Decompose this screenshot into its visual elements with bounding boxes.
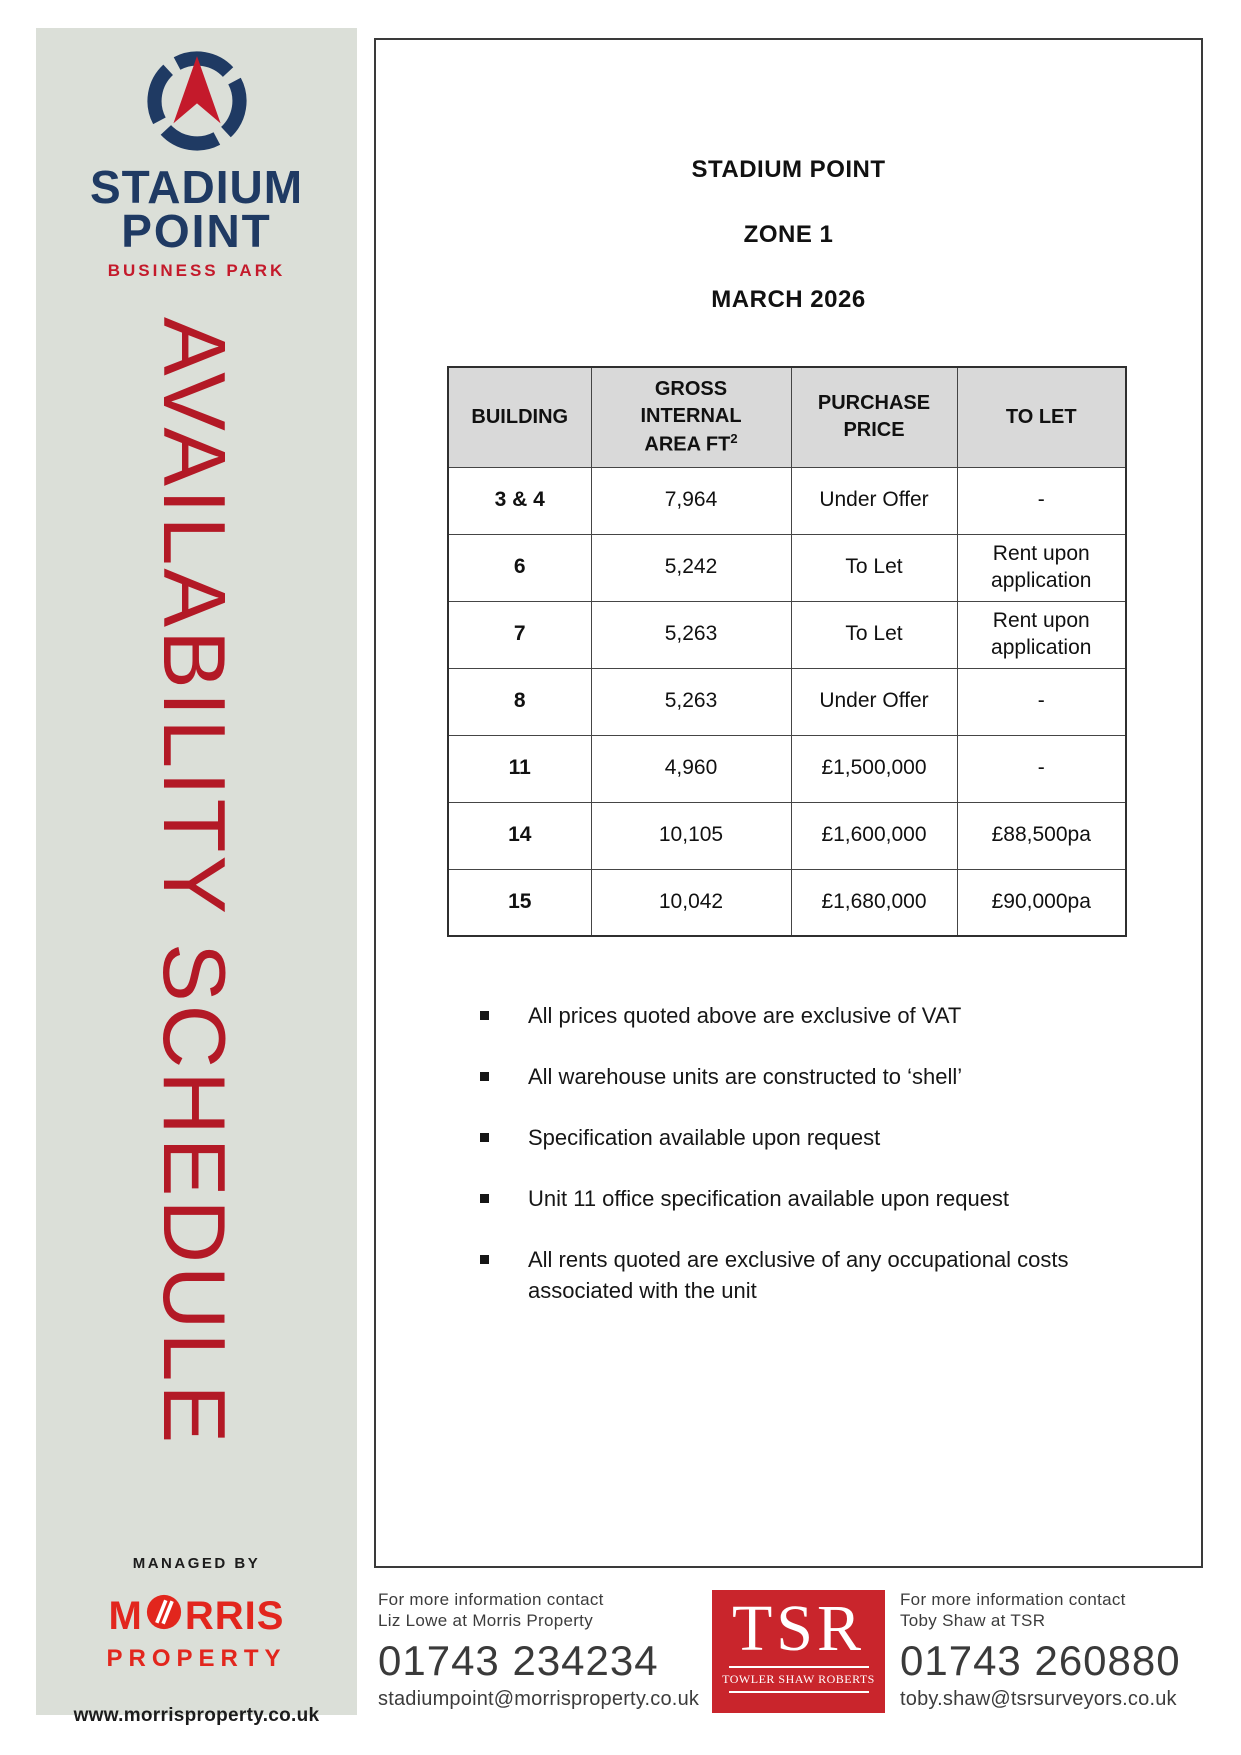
cell-to-let: - — [957, 668, 1126, 735]
bullet-square-icon — [480, 1133, 489, 1142]
cell-to-let: Rent upon application — [957, 534, 1126, 601]
availability-table — [447, 366, 1127, 937]
table-row — [448, 869, 1126, 936]
sidebar — [36, 28, 357, 1726]
cell-area: 10,105 — [591, 802, 791, 869]
morris-property-logo — [36, 1594, 357, 1727]
table-row — [448, 668, 1126, 735]
note-item: All warehouse units are constructed to ‘shell’ — [480, 1061, 1140, 1092]
bullet-square-icon — [480, 1255, 489, 1264]
cell-area: 7,964 — [591, 467, 791, 534]
table-row — [448, 802, 1126, 869]
document-titles — [376, 156, 1201, 351]
morris-contact-block — [378, 1589, 699, 1711]
logo-point-text: POINT — [121, 205, 272, 257]
cell-to-let: £88,500pa — [957, 802, 1126, 869]
tsr-contact-name: Toby Shaw at TSR — [900, 1611, 1046, 1630]
table-row — [448, 735, 1126, 802]
column-header-to-let: TO LET — [957, 367, 1126, 467]
column-header-area: GROSS INTERNAL AREA $FT^2$ — [591, 367, 791, 467]
cell-to-let: £90,000pa — [957, 869, 1126, 936]
cell-building: 6 — [448, 534, 591, 601]
doc-zone: ZONE 1 — [743, 221, 834, 248]
cell-price: £1,500,000 — [791, 735, 957, 802]
column-header-building: BUILDING — [448, 367, 591, 467]
morris-m: M — [108, 1593, 143, 1638]
tsr-divider-top — [729, 1666, 869, 1668]
tsr-contact-block — [900, 1589, 1181, 1711]
table-row — [448, 534, 1126, 601]
note-item: Specification available upon request — [480, 1122, 1140, 1153]
morris-rris: RRIS — [184, 1593, 285, 1638]
table-row — [448, 467, 1126, 534]
cell-to-let: Rent upon application — [957, 601, 1126, 668]
tsr-initials: TSR — [731, 1592, 866, 1665]
main-panel — [374, 38, 1203, 1568]
cell-building: 8 — [448, 668, 591, 735]
doc-title: STADIUM POINT — [691, 156, 886, 183]
cell-building: 7 — [448, 601, 591, 668]
tsr-logo — [712, 1590, 885, 1713]
cell-area: 5,263 — [591, 601, 791, 668]
tsr-contact-email[interactable]: toby.shaw@tsrsurveyors.co.uk — [900, 1688, 1177, 1710]
tsr-contact-intro: For more information contact — [900, 1590, 1126, 1609]
tsr-contact-phone: 01743 260880 — [900, 1637, 1181, 1684]
morris-contact-phone: 01743 234234 — [378, 1637, 659, 1684]
stadium-point-logo — [36, 42, 357, 281]
cell-price: To Let — [791, 534, 957, 601]
cell-price: To Let — [791, 601, 957, 668]
note-item: All prices quoted above are exclusive of VAT — [480, 1000, 1140, 1031]
logo-stadium-text: STADIUM — [89, 161, 304, 213]
availability-schedule-vertical-title: AVAILABILITY SCHEDULE — [145, 317, 244, 1447]
compass-icon — [36, 42, 357, 160]
cell-area: 10,042 — [591, 869, 791, 936]
cell-price: Under Offer — [791, 668, 957, 735]
morris-contact-intro: For more information contact — [378, 1590, 604, 1609]
cell-price: Under Offer — [791, 467, 957, 534]
cell-building: 15 — [448, 869, 591, 936]
cell-building: 3 & 4 — [448, 467, 591, 534]
note-item: All rents quoted are exclusive of any occupational costs associated with the unit — [480, 1244, 1140, 1306]
morris-contact-email[interactable]: stadiumpoint@morrisproperty.co.uk — [378, 1688, 700, 1710]
cell-area: 4,960 — [591, 735, 791, 802]
morris-website-link[interactable]: www.morrisproperty.co.uk — [73, 1705, 320, 1726]
doc-date: MARCH 2026 — [711, 286, 866, 313]
tsr-name: TOWLER SHAW ROBERTS — [722, 1672, 875, 1686]
cell-price: £1,600,000 — [791, 802, 957, 869]
managed-by-label: MANAGED BY — [132, 1555, 261, 1572]
column-header-price: PURCHASE PRICE — [791, 367, 957, 467]
cell-building: 14 — [448, 802, 591, 869]
cell-area: 5,242 — [591, 534, 791, 601]
cell-building: 11 — [448, 735, 591, 802]
cell-to-let: - — [957, 735, 1126, 802]
table-row — [448, 601, 1126, 668]
bullet-square-icon — [480, 1011, 489, 1020]
notes-list — [480, 1000, 1140, 1336]
tsr-divider-bottom — [729, 1691, 869, 1693]
bullet-square-icon — [480, 1194, 489, 1203]
note-item: Unit 11 office specification available upon request — [480, 1183, 1140, 1214]
cell-to-let: - — [957, 467, 1126, 534]
morris-property-text: PROPERTY — [106, 1645, 287, 1672]
morris-contact-name: Liz Lowe at Morris Property — [378, 1611, 594, 1630]
cell-area: 5,263 — [591, 668, 791, 735]
table-header-row — [448, 367, 1126, 467]
logo-tagline: BUSINESS PARK — [107, 261, 286, 280]
bullet-square-icon — [480, 1072, 489, 1081]
morris-o-icon — [144, 1594, 184, 1637]
cell-price: £1,680,000 — [791, 869, 957, 936]
